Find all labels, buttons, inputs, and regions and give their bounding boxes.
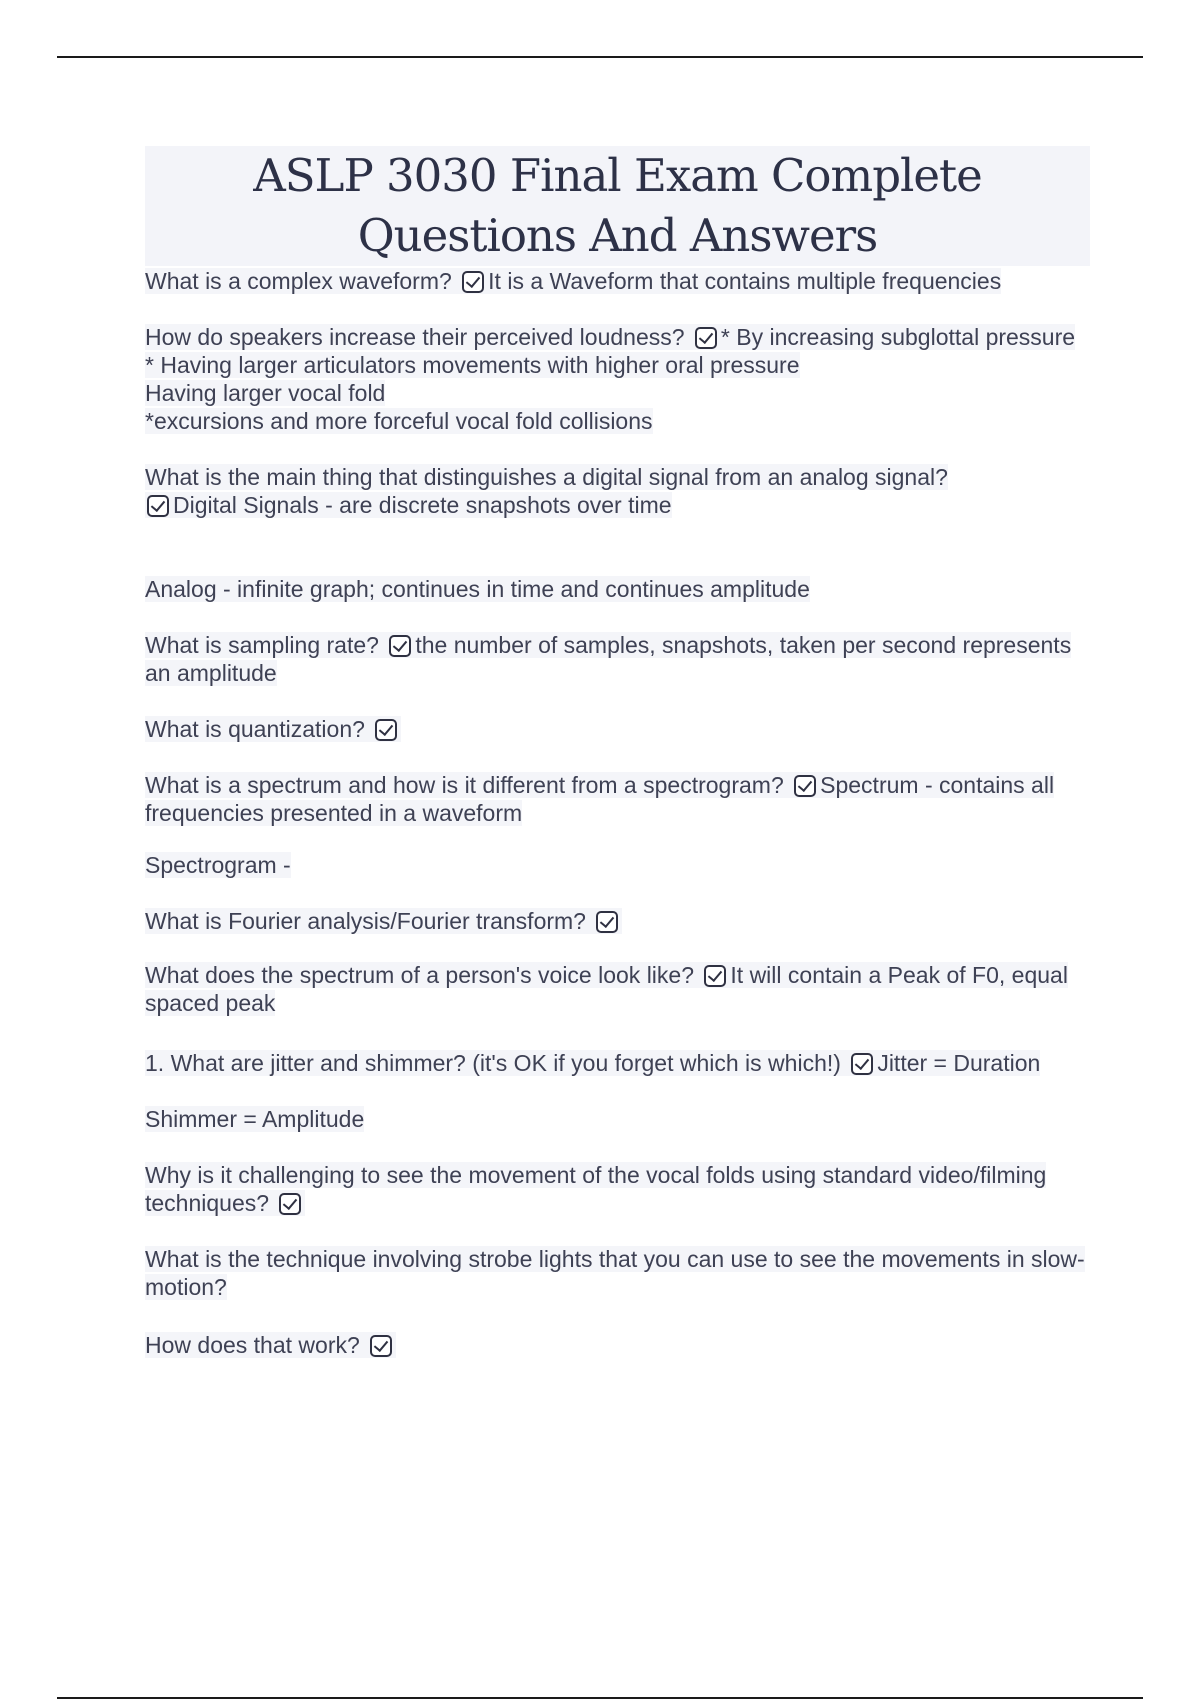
question-text: Why is it challenging to see the movement of the vocal folds using standard video/filming techniques? <box>145 1162 1047 1216</box>
bottom-rule <box>57 1697 1143 1699</box>
answer-text: It is a Waveform that contains multiple frequencies <box>488 268 1002 294</box>
qa-item <box>145 961 1090 1017</box>
question-text: What is Fourier analysis/Fourier transform? <box>145 908 586 934</box>
checkbox-icon <box>794 775 816 797</box>
answer-text: Jitter = Duration <box>877 1050 1041 1076</box>
question-text: What does the spectrum of a person's voice look like? <box>145 962 695 988</box>
checkbox-icon <box>462 271 484 293</box>
checkbox-icon <box>695 327 717 349</box>
answer-text: the number of samples, snapshots, taken per second represents an amplitude <box>145 632 1072 686</box>
qa-item <box>145 1161 1090 1217</box>
question-text: What is the technique involving strobe lights that you can use to see the movements in slow-motion? <box>145 1246 1085 1300</box>
answer-text: Shimmer = Amplitude <box>145 1106 365 1132</box>
qa-item <box>145 631 1090 687</box>
answer-text: Having larger vocal fold <box>145 380 386 406</box>
checkbox-icon <box>389 635 411 657</box>
checkbox-icon <box>851 1053 873 1075</box>
qa-item <box>145 463 1090 519</box>
page-title: ASLP 3030 Final Exam Complete Questions And Answers <box>145 146 1090 266</box>
answer-text: * Having larger articulators movements with higher oral pressure <box>145 352 800 378</box>
answer-line <box>145 379 1090 407</box>
question-text: What is quantization? <box>145 716 365 742</box>
qa-item <box>145 1049 1090 1077</box>
answer-line <box>145 1105 1090 1133</box>
answer-text: Spectrum - contains all frequencies presented in a waveform <box>145 772 1055 826</box>
answer-text: Analog - infinite graph; continues in time and continues amplitude <box>145 576 810 602</box>
answer-text: * By increasing subglottal pressure <box>720 324 1076 350</box>
checkbox-icon <box>596 911 618 933</box>
question-text: What is a spectrum and how is it different from a spectrogram? <box>145 772 784 798</box>
question-text: What is sampling rate? <box>145 632 379 658</box>
question-text: What is a complex waveform? <box>145 268 452 294</box>
answer-text: Digital Signals - are discrete snapshots over time <box>173 492 672 518</box>
answer-line <box>145 575 1090 603</box>
document-body <box>145 146 1090 1359</box>
question-text: 1. What are jitter and shimmer? (it's OK if you forget which is which!) <box>145 1050 841 1076</box>
question-text: How do speakers increase their perceived loudness? <box>145 324 685 350</box>
qa-item <box>145 1245 1090 1301</box>
answer-text: It will contain a Peak of F0, equal spaced peak <box>145 962 1068 1016</box>
answer-text: *excursions and more forceful vocal fold collisions <box>145 408 653 434</box>
answer-line <box>145 407 1090 435</box>
top-rule <box>57 56 1143 58</box>
checkbox-icon <box>279 1193 301 1215</box>
checkbox-icon <box>370 1335 392 1357</box>
answer-line <box>145 851 1090 879</box>
checkbox-icon <box>704 965 726 987</box>
qa-item <box>145 715 1090 743</box>
checkbox-icon <box>375 719 397 741</box>
answer-line <box>145 351 1090 379</box>
question-text: How does that work? <box>145 1332 360 1358</box>
qa-item <box>145 907 1090 935</box>
qa-item <box>145 1331 1090 1359</box>
answer-text: Spectrogram - <box>145 852 291 878</box>
qa-item <box>145 267 1090 295</box>
question-text: What is the main thing that distinguishes a digital signal from an analog signal? <box>145 464 948 490</box>
qa-item <box>145 323 1090 351</box>
qa-item <box>145 771 1090 827</box>
checkbox-icon <box>147 495 169 517</box>
